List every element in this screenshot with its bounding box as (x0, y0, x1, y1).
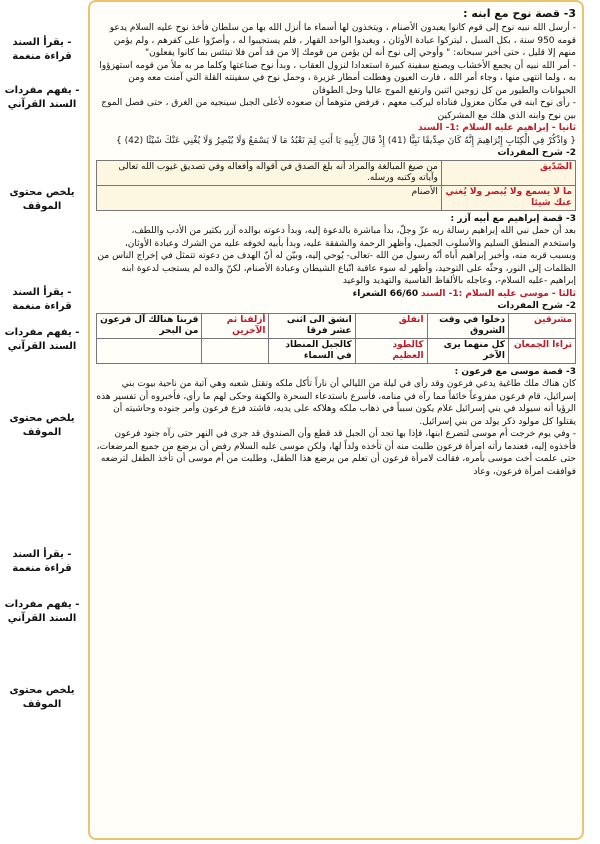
objective-read: - يقرأ السند قراءة منغمة (12, 37, 72, 62)
objective-read: - يقرأ السند قراءة منغمة (12, 287, 72, 312)
objective-summarize: يلخص محتوى الموقف (9, 413, 75, 438)
story-paragraph: بعد أن حمل نبي الله إبراهيم رسالة ربه عزّ وجلّ، بدأ مباشرة بالدعوة إليه، وبدأ دعوته بوالده آزر بكثير من الأدب واللطف، واستخدم المنطق السليم والأسلوب الجميل، وأظهر الرحمة والشفقة عليه، وبدأ بأبيه لخوفه عليه من الشرك وعبادة الأوثان، وبسبب قربه منه، وأخبر إبراهيم أباه أنّه رسول من الله -تعالى- يُوحي إليه، وبيّن له أنّ الهدف من دعوته تتمثل في إخراج الناس من الظلمات إلى النور، وحثّه على التوحيد، وأظهر له سوء عاقبة اتّباع الشيطان وعبادة الأصنام، لكنّ والده لم يستجب لدعوة ابنه إبراهيم -عليه السلام-، وعاجله بالألفاظ القاسية والتهديد والوعيد (97, 226, 576, 286)
quran-verse: { وَاذْكُرْ فِي الْكِتَابِ إِبْرَاهِيمَ إِنَّهُ كَانَ صِدِّيقًا نَبِيًّا (41) إِذْ قَالَ لِأَبِيهِ يَا أَبَتِ لِمَ تَعْبُدُ مَا لَا يَسْمَعُ وَلَا يُبْصِرُ وَلَا يُغْنِي عَنْكَ شَيْئًا (42) } (116, 135, 576, 146)
vocab-meaning: الأصنام (97, 185, 442, 210)
objective-summarize: يلخص محتوى الموقف (9, 685, 75, 710)
objective-read: - يقرأ السند قراءة منغمة (12, 549, 72, 574)
vocab-meaning: من صيغ المبالغة والمراد أنه بلغ الصدق في أقواله وأفعاله وفي تصديق غيوب الله تعالى وآياته وكتبه ورسله. (97, 160, 442, 185)
vocab-meaning: دخلوا في وقت الشروق (427, 313, 508, 338)
vocab-word: انفلق (355, 313, 427, 338)
story-title: 3- قصة نوح مع ابنه : (463, 7, 576, 20)
story-paragraph: - رأى نوح ابنه في مكان معزول فناداه ليركب معهم ، فرفض متوهما أن صعوده لأعلى الجبل سينجيه من الغرق ، حتى فصل الموج بين نوح وابنه الذي هلك مع المشركين (101, 98, 576, 121)
vocab-meaning: انشق الى اثنى عشر فرقا (269, 313, 355, 338)
story-paragraph: - أمر الله نبيه أن يجمع الأخشاب ويصنع سفينة كبيرة استعدادا لنزول العقاب ، وبدأ نوح صناعتها وكلما مر به ملأ من قومه استهزؤوا به ، ولما انتهى منها ، وجاء أمر الله ، فارت العيون وهطلت أمطار غزيرة ، وحمل نوح في سفينته القلة التي آمنت معه ومن الحيوانات والطيور من كل زوجين اثنين وارتفع الموج عاليا وحل الطوفان (99, 60, 576, 96)
vocab-word: ما لا يسمع ولا يُبصر ولا يُغني عنك شيئا (441, 185, 575, 210)
objective-summarize: يلخص محتوى الموقف (9, 187, 75, 212)
section-heading-text: ثالثا - موسى عليه السلام :1- السند (420, 288, 576, 299)
section-heading (96, 288, 576, 301)
table-row (97, 313, 576, 338)
story-paragraph: - أرسل الله نبيه نوح إلى قوم كانوا يعبدون الأصنام ، ويتخذون لها أسماء ما أنزل الله بها من سلطان فأخذ نوح عليه السلام يدعو قومه 950 سنة ، بكل السبل ، ليتركوا عبادة الأوثان ، ويعبدوا الواحد القهار ، فلم يستجيبوا له ، وأصرّوا على كفرهم ، ولم يؤمن منهم إلا قليل ، حتى أخبر سبحانه: " وأوحي إلى نوح أنه لن يؤمن من قومك إلا من قد آمن فلا تبتئس بما كانوا يفعلون" (109, 23, 576, 58)
vocab-word: الصّدّيق (441, 160, 575, 185)
vocab-grid (96, 313, 576, 364)
vocab-word: أزلفنا ثم الآخرين (202, 313, 269, 338)
vocab-title: 2- شرح المفردات (497, 148, 576, 158)
empty-cell (97, 338, 202, 363)
lesson-content (90, 2, 582, 478)
story-title: 3- قصة موسى مع فرعون : (454, 366, 576, 377)
vocab-meaning: كل منهما يرى الآخر (427, 338, 508, 363)
story-paragraph: - وفي يوم خرجت أم موسى لتضرع ابنها، فإذا بها تجد أن الجبل قد قطع وأن الصندوق قد جرى في النهر حتى رآه جنود فرعون فأخذوه إليه، فعندما رأته امرأة فرعون طلبت منه أن تأخذه ولداً لها، ولكن موسى عليه السلام رفض أن يرضع من جميع المرضعات، حتى علمت أخت موسى بأمره، فقالت لامرأة فرعون أن تعلم من يرضع هذا الطفل، وطلبت من أم موسى أن تأخذ الطفل لترضعه فوافقت امرأة فرعون، وعاد (96, 429, 576, 477)
lesson-content-box (88, 0, 584, 840)
table-row (97, 185, 576, 210)
vocab-word: تراءا الجمعان (508, 338, 575, 363)
story-paragraph: كان هناك ملك طاغية يدعي فرعون وقد رأى في ليلة من الليالي أن ناراً تأكل ملكه وتقتل شعبه وهي آتية من ناحية بيوت بني إسرائيل، قام فرعون مفزوعاً خائفاً مما رآه في منامه، فأسرع باستدعاء السحرة والكهنة وحكى لهم ما رأى، فأخبروه أن تفسير هذه الرؤيا أنه سيولد في بني إسرائيل غلام يكون سبباً في ذهاب ملكه وهلاكه على يديه، فاشتد فزع فرعون وأمر جنوده وحاشيته أن يقتلوا كل مولود ذكر يولد من بني إسرائيل. (96, 379, 576, 427)
objective-understand: - يفهم مفردات السند القرآني (4, 85, 80, 110)
objective-understand: - يفهم مفردات السند القرآني (4, 327, 80, 352)
vocab-table (96, 160, 576, 211)
story-title: 3- قصة إبراهيم مع أبيه آزر : (450, 213, 576, 224)
section-heading: ثانيا - إبراهيم عليه السلام :1- السند (418, 123, 576, 133)
empty-cell (202, 338, 269, 363)
objective-understand: - يفهم مفردات السند القرآني (4, 599, 80, 624)
learning-objectives-column (0, 0, 86, 844)
vocab-meaning: كالجبل المنطاد في السماء (269, 338, 355, 363)
vocab-meaning: قربنا هنالك آل فرعون من البحر (97, 313, 202, 338)
vocab-title: 2- شرح المفردات (497, 301, 576, 311)
surah-reference: 66/60 الشعراء (352, 288, 419, 299)
table-row (97, 160, 576, 185)
table-row (97, 338, 576, 363)
vocab-word: كالطود العظيم (355, 338, 427, 363)
vocab-word: مشرقين (508, 313, 575, 338)
